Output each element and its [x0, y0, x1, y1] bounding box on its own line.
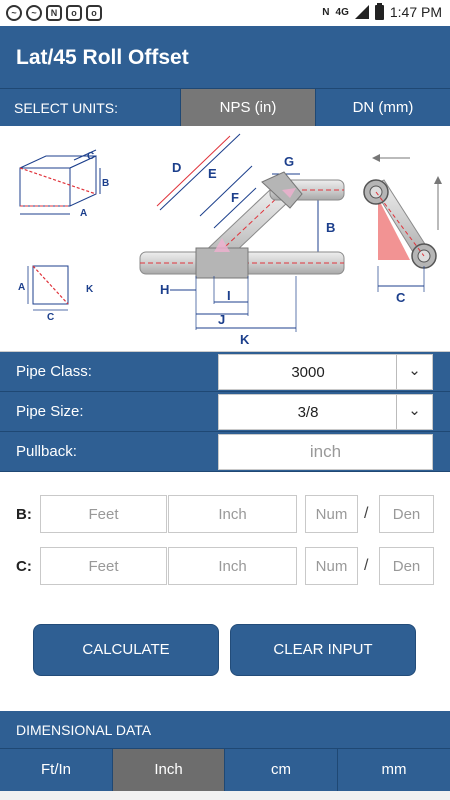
- network-type: 4G: [335, 6, 349, 18]
- tab-ft-in[interactable]: Ft/In: [40, 761, 71, 778]
- signal-icon: [355, 5, 369, 19]
- b-denominator-input[interactable]: [379, 495, 434, 533]
- dimension-b-label: B:: [16, 506, 32, 523]
- clock: 1:47 PM: [389, 4, 442, 20]
- pipe-class-select[interactable]: [218, 354, 433, 390]
- label-c-side: C: [396, 290, 406, 305]
- messenger-icon: ~: [26, 5, 42, 21]
- label-k-square: K: [86, 284, 94, 295]
- tab-mm[interactable]: mm: [337, 749, 450, 791]
- label-f: F: [231, 190, 239, 205]
- pipe-diagram: [140, 134, 344, 347]
- messenger-icon: ~: [6, 5, 22, 21]
- system-icons: [322, 4, 442, 20]
- c-denominator-input[interactable]: [379, 547, 434, 585]
- battery-icon: [375, 5, 384, 20]
- pipe-size-value: 3/8: [297, 404, 319, 421]
- pipe-class-row: [0, 352, 450, 392]
- label-h: H: [160, 282, 170, 297]
- units-label: SELECT UNITS:: [14, 100, 118, 116]
- status-bar: [0, 0, 450, 26]
- square-diagram: [18, 266, 94, 323]
- clear-input-button[interactable]: CLEAR INPUT: [230, 624, 416, 676]
- label-e: E: [208, 166, 217, 181]
- c-numerator-input[interactable]: [305, 547, 358, 585]
- b-inch-input[interactable]: [168, 495, 297, 533]
- pipe-class-value: 3000: [291, 364, 325, 381]
- c-feet-input[interactable]: [40, 547, 167, 585]
- label-d: D: [172, 160, 182, 175]
- units-nps-button[interactable]: NPS (in): [180, 89, 315, 127]
- fraction-slash: /: [364, 505, 369, 522]
- label-a-small: A: [80, 208, 88, 219]
- news-icon: N: [46, 5, 62, 21]
- b-feet-input[interactable]: [40, 495, 167, 533]
- pullback-label: Pullback:: [16, 443, 77, 460]
- label-c-square: C: [47, 312, 55, 323]
- pullback-field-box: [218, 434, 433, 470]
- pullback-input[interactable]: [219, 435, 432, 469]
- units-selector: [0, 88, 450, 126]
- dimension-c-row: [0, 547, 450, 587]
- label-j: J: [218, 312, 226, 327]
- roll-offset-illustration: [0, 126, 450, 352]
- label-k: K: [240, 332, 250, 347]
- dimension-b-row: [0, 495, 450, 535]
- label-b-small: B: [102, 178, 110, 189]
- pipe-size-label: Pipe Size:: [16, 403, 84, 420]
- nfc-icon: N: [322, 6, 330, 18]
- label-a-square: A: [18, 282, 26, 293]
- pipe-class-label: Pipe Class:: [16, 363, 92, 380]
- offset-diagram: [0, 126, 450, 352]
- pullback-row: [0, 432, 450, 472]
- calculate-button[interactable]: CALCULATE: [33, 624, 219, 676]
- label-c-small: C: [87, 151, 95, 162]
- pipe-size-select[interactable]: [218, 394, 433, 430]
- side-view-diagram: [364, 154, 442, 305]
- dimension-c-label: C:: [16, 558, 32, 575]
- instagram-icon: o: [86, 5, 102, 21]
- app-bar: [0, 26, 450, 88]
- chevron-down-icon[interactable]: ⌄: [396, 395, 432, 429]
- dimensional-data-label: DIMENSIONAL DATA: [16, 722, 152, 738]
- instagram-icon: o: [66, 5, 82, 21]
- dimensional-data-header: [0, 711, 450, 749]
- b-numerator-input[interactable]: [305, 495, 358, 533]
- dimensional-data-tabs: [0, 749, 450, 791]
- pipe-size-row: [0, 392, 450, 432]
- label-g: G: [284, 154, 295, 169]
- chevron-down-icon[interactable]: ⌄: [396, 355, 432, 389]
- c-inch-input[interactable]: [168, 547, 297, 585]
- label-i: I: [227, 288, 231, 303]
- box-diagram: [20, 150, 109, 219]
- units-dn-button[interactable]: DN (mm): [315, 89, 450, 127]
- fraction-slash: /: [364, 557, 369, 574]
- page-title: Lat/45 Roll Offset: [16, 46, 189, 69]
- notification-icons: [6, 5, 102, 21]
- content-below-fold: [0, 791, 450, 800]
- tab-cm[interactable]: cm: [224, 749, 337, 791]
- label-b: B: [326, 220, 336, 235]
- tab-inch[interactable]: Inch: [112, 749, 224, 791]
